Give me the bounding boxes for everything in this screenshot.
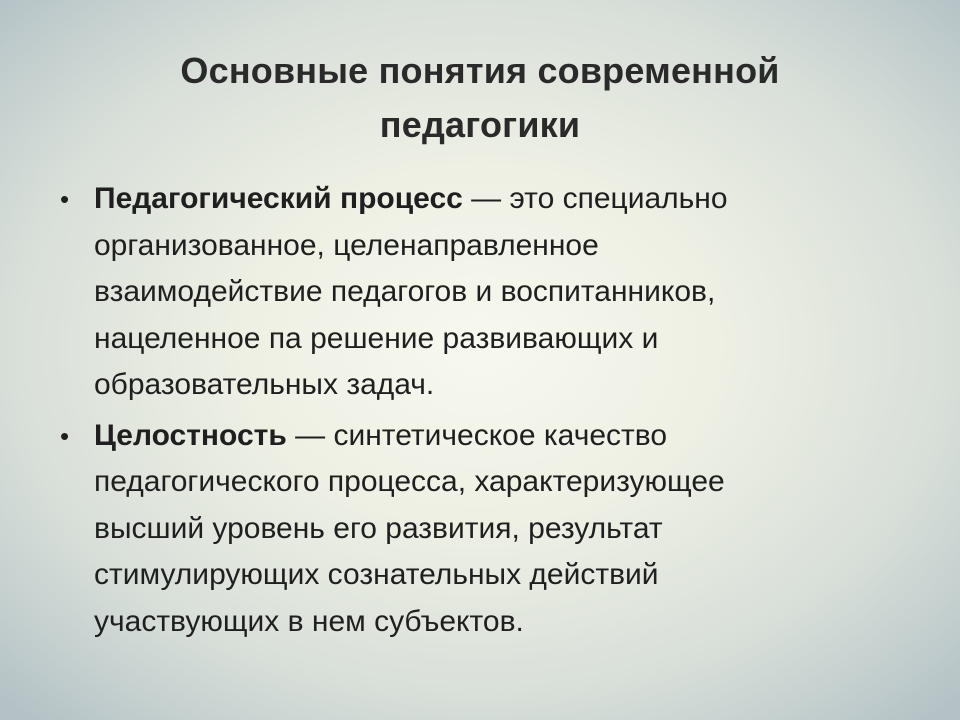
definition-text: взаимодействие педагогов и воспитанников, xyxy=(94,275,716,308)
definition-text: педагогического процесса, характеризующее xyxy=(94,465,725,498)
bullet-dot-icon: • xyxy=(60,184,70,214)
definition-text: нацеленное па решение развивающих и xyxy=(94,321,659,355)
slide-title-line-1: Основные понятия современной xyxy=(180,50,780,91)
definition-text: — это специально xyxy=(462,182,728,215)
slide-title xyxy=(80,44,880,152)
bullet-dot-icon: • xyxy=(60,420,70,451)
definition-text: стимулирующих сознательных действий xyxy=(94,558,659,591)
definition-text: образовательных задач. xyxy=(94,368,435,401)
bullet-list xyxy=(58,176,878,649)
term-integrity: Целостность xyxy=(94,418,287,452)
definition-text: — синтетическое качество xyxy=(286,418,668,452)
definition-text: высший уровень его развития, результат xyxy=(94,511,663,545)
definition-text: участвующих в нем субъектов. xyxy=(94,604,524,638)
bullet-1-line-1 xyxy=(94,176,878,223)
definition-text: организованное, целенаправленное xyxy=(94,228,599,262)
bullet-2-line-1 xyxy=(94,413,878,460)
bullet-item-pedagogical-process xyxy=(58,176,878,409)
bullet-item-integrity xyxy=(58,413,878,646)
slide-title-line-2: педагогики xyxy=(379,104,581,145)
term-pedagogical-process: Педагогический процесс xyxy=(94,182,463,215)
